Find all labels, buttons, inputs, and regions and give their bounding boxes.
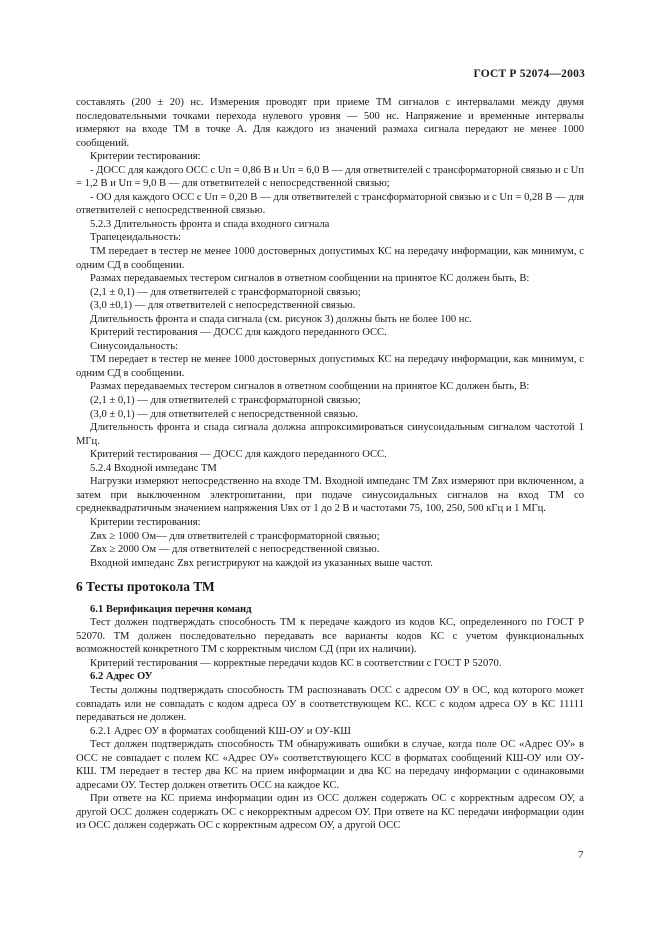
paragraph: Тесты должны подтверждать способность ТМ распознавать ОСС с адресом ОУ в ОС, код которого может совпадать или не совпадать с кодом адреса ОУ в соответствующем КС. КСС с кодом адреса ОУ в КС 11111 передаваться не должен. [76,684,584,724]
paragraph: Трапецеидальность: [90,232,181,244]
subsection-heading: 6.2 Адрес ОУ [90,671,153,683]
paragraph: Тест должен подтверждать способность ТМ обнаруживать ошибки в случае, когда поле ОС «Адрес ОУ» в ОСС не совпадает с полем КС «Адрес ОУ» соответствующего КСС в форматах сообщений КШ-ОУ или ОУ-КШ. ТМ передает в тестер два КС на прием информации и два КС на передачу информации с одинаковыми адресами ОУ. Тестер должен ответить ОСС на каждое КС. [76,739,584,791]
paragraph: Zвх ≥ 1000 Ом— для ответвителей с трансформаторной связью; [90,530,380,542]
paragraph: (3,0 ± 0,1) — для ответвителей с непосредственной связью. [90,408,358,420]
paragraph: составлять (200 ± 20) нс. Измерения проводят при приеме ТМ сигналов с интервалами между двумя последовательными точками перехода нулевого уровня — 500 нс. Напряжение и временные интервалы измеряют на входе ТМ в точке А. Для каждого из значений размаха сигнала передают не менее 1000 сообщений. [76,97,584,149]
paragraph: Размах передаваемых тестером сигналов в ответном сообщении на принятое КС должен быть, В: [90,381,530,393]
paragraph: - ДОСС для каждого ОСС с Uп = 0,86 В и Uп = 6,0 В — для ответвителей с трансформаторной связью и с Uп = 1,2 В и Uп = 9,0 В — для ответвителей с непосредственной связью; [76,164,584,190]
paragraph: Критерии тестирования: [90,151,201,163]
paragraph: При ответе на КС приема информации один из ОСС должен содержать ОС с корректным адресом ОУ, а другой ОСС должен содержать ОС с некорректным адресом ОУ. При ответе на КС передачи информации один из ОСС должен содержать ОС с корректным адресом ОУ, а другой ОСС [76,793,584,832]
page-number: 7 [578,849,584,861]
paragraph: (3,0 ±0,1) — для ответвителей с непосредственной связью. [90,300,356,312]
paragraph: (2,1 ± 0,1) — для ответвителей с трансформаторной связью; [90,395,361,407]
paragraph: ТМ передает в тестер не менее 1000 достоверных допустимых КС на передачу информации, как минимум, с одним СД в сообщении. [76,246,584,271]
paragraph: Нагрузки измеряют непосредственно на входе ТМ. Входной импеданс ТМ Zвх измеряют при включенном, а затем при выключенном электропитании, при подаче синусоидальных сигналов на вход ТМ со среднеквадратичным значением напряжения Uвх от 1 до 2 В и частотами 75, 100, 250, 500 кГц и 1 МГц. [76,476,584,515]
paragraph: Критерии тестирования: [90,516,201,528]
paragraph: Критерий тестирования — ДОСС для каждого переданного ОСС. [90,449,387,461]
paragraph: Zвх ≥ 2000 Ом — для ответвителей с непосредственной связью. [90,544,380,556]
paragraph: Критерий тестирования — ДОСС для каждого переданного ОСС. [90,327,387,339]
document-body [76,96,584,833]
paragraph: ТМ передает в тестер не менее 1000 достоверных допустимых КС на передачу информации, как минимум, с одним СД в сообщении. [76,354,584,379]
paragraph: Синусоидальность: [90,340,179,352]
paragraph: Размах передаваемых тестером сигналов в ответном сообщении на принятое КС должен быть, В: [90,273,530,285]
subsection-heading: 5.2.3 Длительность фронта и спада входного сигнала [90,218,330,230]
subsection-heading: 5.2.4 Входной импеданс ТМ [90,462,217,474]
paragraph: Тест должен подтверждать способность ТМ к передаче каждого из кодов КС, определенного по ГОСТ Р 52070. ТМ должен последовательно передавать все варианты кодов КС с учетом функциональных возможностей конкретного ТМ с корректным числом СД (при их наличии). [76,617,584,656]
paragraph: Длительность фронта и спада сигнала (см. рисунок 3) должны быть не более 100 нс. [90,313,472,325]
paragraph: (2,1 ± 0,1) — для ответвителей с трансформаторной связью; [90,286,361,298]
subsection-heading: 6.1 Верификация перечня команд [90,603,252,615]
paragraph: - ОО для каждого ОСС с Uп = 0,20 В — для ответвителей с трансформаторной связью и с Uп = 0,28 В — для ответвителей с непосредственной связью. [76,191,584,217]
paragraph: Длительность фронта и спада сигнала должна аппроксимироваться синусоидальным сигналом частотой 1 МГц. [76,422,584,447]
paragraph: Критерий тестирования — корректные передачи кодов КС в соответствии с ГОСТ Р 52070. [90,657,502,669]
paragraph: Входной импеданс Zвх регистрируют на каждой из указанных выше частот. [90,557,433,569]
document-header: ГОСТ Р 52074—2003 [473,68,585,80]
section-heading: 6 Тесты протокола ТМ [76,579,215,595]
subsection-heading: 6.2.1 Адрес ОУ в форматах сообщений КШ-ОУ и ОУ-КШ [90,725,351,737]
